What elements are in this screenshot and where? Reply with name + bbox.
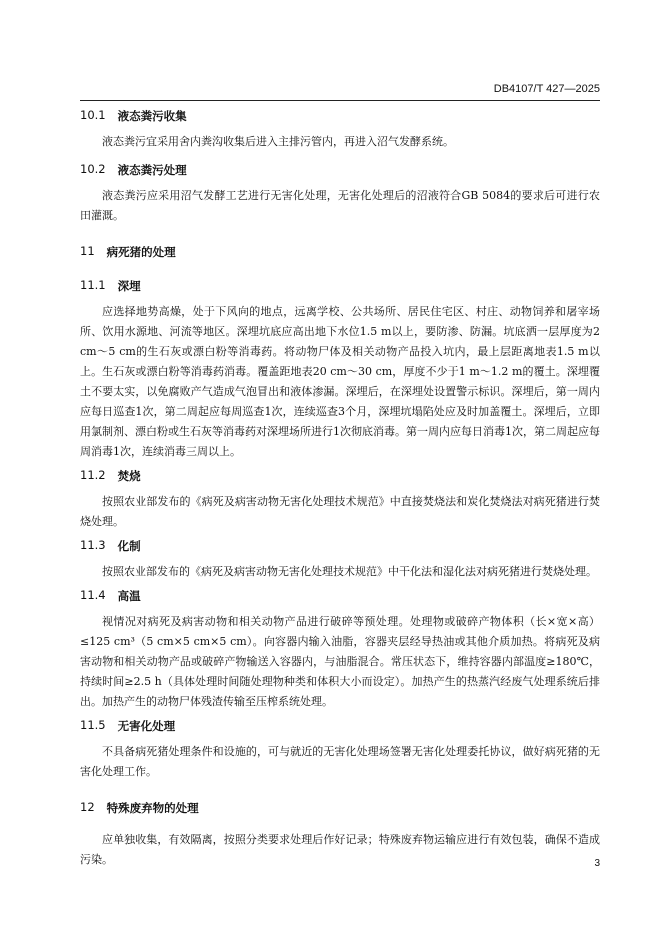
page-number: 3: [594, 858, 600, 869]
paragraph: 按照农业部发布的《病死及病害动物无害化处理技术规范》中干化法和湿化法对病死猪进行焚烧处理。: [102, 565, 597, 578]
section-11: [80, 244, 600, 260]
section-heading: [80, 538, 600, 554]
section-title: 高温: [117, 589, 141, 603]
section-title: 无害化处理: [117, 719, 176, 733]
section-10-2: [80, 162, 600, 226]
section-number: 11.4: [80, 588, 106, 602]
section-11-4: [80, 588, 600, 712]
paragraph: 不具备病死猪处理条件和设施的，可与就近的无害化处理场签署无害化处理委托协议，做好病死猪的无害化处理工作。: [80, 745, 600, 778]
section-heading: [80, 108, 600, 124]
paragraph: 液态粪污应采用沼气发酵工艺进行无害化处理，无害化处理后的沼液符合GB 5084的要求后可进行农田灌溉。: [80, 189, 600, 222]
paragraph: 应单独收集，有效隔离，按照分类要求处理后作好记录；特殊废弃物运输应进行有效包装，确保不造成污染。: [80, 833, 600, 866]
section-title: 特殊废弃物的处理: [106, 801, 199, 815]
section-number: 10.1: [80, 108, 106, 122]
paragraph: 视情况对病死及病害动物和相关动物产品进行破碎等预处理。处理物或破碎产物体积（长×宽×高）≤125 cm³（5 cm×5 cm×5 cm）。向容器内输入油脂，容器夹层经导热油或其他介质加热。将病死及病害动物和相关动物产品或破碎产物输送入容器内，与油脂混合。常压状态下，维持容器内部温度≥180℃，持续时间≥2.5 h（具体处理时间随处理物种类和体积大小而设定）。加热产生的热蒸汽经废气处理系统后排出。加热产生的动物尸体残渣传输至压榨系统处理。: [80, 615, 600, 708]
section-title: 深埋: [117, 279, 141, 293]
section-number: 11.2: [80, 468, 106, 482]
section-heading: [80, 800, 600, 816]
section-heading: [80, 162, 600, 178]
section-title: 病死猪的处理: [106, 245, 176, 259]
section-12: [80, 800, 600, 870]
section-number: 12: [80, 800, 95, 814]
paragraph: 按照农业部发布的《病死及病害动物无害化处理技术规范》中直接焚烧法和炭化焚烧法对病死猪进行焚烧处理。: [80, 495, 600, 528]
section-title: 液态粪污收集: [117, 109, 187, 123]
section-11-2: [80, 468, 600, 532]
section-heading: [80, 718, 600, 734]
section-title: 液态粪污处理: [117, 163, 187, 177]
section-heading: [80, 244, 600, 260]
document-body: [80, 108, 600, 870]
document-code: DB4107/T 427—2025: [493, 83, 600, 95]
section-title: 化制: [117, 539, 141, 553]
section-heading: [80, 588, 600, 604]
section-number: 11.3: [80, 538, 106, 552]
section-number: 11: [80, 244, 95, 258]
section-heading: [80, 468, 600, 484]
section-number: 11.5: [80, 718, 106, 732]
section-number: 10.2: [80, 162, 106, 176]
section-heading: [80, 278, 600, 294]
header-rule: [80, 100, 600, 101]
section-11-1: [80, 278, 600, 462]
section-11-3: [80, 538, 600, 582]
paragraph: 应选择地势高燥，处于下风向的地点，远离学校、公共场所、居民住宅区、村庄、动物饲养和屠宰场所、饮用水源地、河流等地区。深埋坑底应高出地下水位1.5 m以上，要防渗、防漏。坑底洒一层厚度为2 cm～5 cm的生石灰或漂白粉等消毒药。将动物尸体及相关动物产品投入坑内，最上层距离地表1.5 m以上。生石灰或漂白粉等消毒药消毒。覆盖距地表20 cm～30 cm，厚度不少于1 m～1.2 m的覆土。深埋覆土不要太实，以免腐败产气造成气泡冒出和液体渗漏。深埋后，在深埋处设置警示标识。深埋后，第一周内应每日巡查1次，第二周起应每周巡查1次，连续巡查3个月，深埋坑塌陷处应及时加盖覆土。深埋后，立即用氯制剂、漂白粉或生石灰等消毒药对深埋场所进行1次彻底消毒。第一周内应每日消毒1次，第二周起应每周消毒1次，连续消毒三周以上。: [80, 305, 600, 458]
section-title: 焚烧: [117, 469, 141, 483]
section-10-1: [80, 108, 600, 152]
section-11-5: [80, 718, 600, 782]
paragraph: 液态粪污宜采用舍内粪沟收集后进入主排污管内，再进入沼气发酵系统。: [102, 135, 454, 148]
section-number: 11.1: [80, 278, 106, 292]
